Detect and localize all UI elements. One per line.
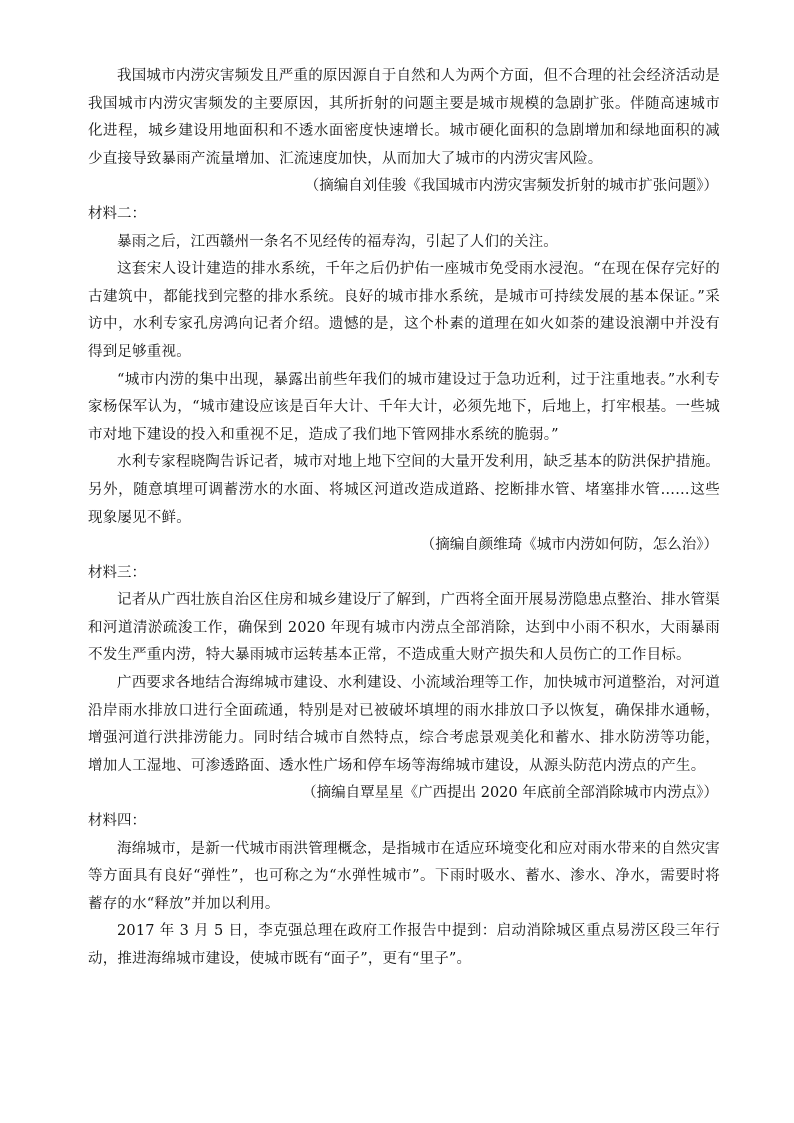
material-3-label: 材料三： xyxy=(88,564,146,581)
material-3-paragraph-1: 记者从广西壮族自治区住房和城乡建设厅了解到，广西将全面开展易涝隐患点整治、排水管渠和河道清淤疏浚工作，确保到 2020 年现有城市内涝点全部消除，达到中小雨不积水，大雨暴雨不发生严重内涝，特大暴雨城市运转基本正常，不造成重大财产损失和人员伤亡的工作目标。 xyxy=(88,592,720,664)
material-4-label: 材料四： xyxy=(88,813,146,830)
material-1-paragraph: 我国城市内涝灾害频发且严重的原因源自于自然和人为两个方面，但不合理的社会经济活动是我国城市内涝灾害频发的主要原因，其所折射的问题主要是城市规模的急剧扩张。伴随高速城市化进程，城乡建设用地面积和不透水面密度快速增长。城市硬化面积的急剧增加和绿地面积的减少直接导致暴雨产流量增加、汇流速度加快，从而加大了城市的内涝灾害风险。 xyxy=(88,68,720,167)
material-1-source: （摘编自刘佳骏《我国城市内涝灾害频发折射的城市扩张问题》） xyxy=(304,178,718,195)
material-3-paragraph-2: 广西要求各地结合海绵城市建设、水利建设、小流域治理等工作，加快城市河道整治，对河道沿岸雨水排放口进行全面疏通，特别是对已被破坏填埋的雨水排放口予以恢复，确保排水通畅，增强河道行洪排涝能力。同时结合城市自然特点，综合考虑景观美化和蓄水、排水防涝等功能，增加人工湿地、可渗透路面、透水性广场和停车场等海绵城市建设，从源头防范内涝点的产生。 xyxy=(88,675,720,774)
material-3-source: （摘编自覃星星《广西提出 2020 年底前全部消除城市内涝点》） xyxy=(302,785,718,802)
material-4-paragraph-1: 海绵城市，是新一代城市雨洪管理概念，是指城市在适应环境变化和应对雨水带来的自然灾害等方面具有良好“弹性”，也可称之为“水弹性城市”。下雨时吸水、蓄水、渗水、净水，需要时将蓄存的水“释放”并加以利用。 xyxy=(88,840,720,912)
material-2-label: 材料二： xyxy=(88,205,146,222)
material-4-paragraph-2: 2017 年 3 月 5 日，李克强总理在政府工作报告中提到：启动消除城区重点易涝区段三年行动，推进海绵城市建设，使城市既有“面子”，更有“里子”。 xyxy=(88,923,720,967)
material-2-paragraph-2: 这套宋人设计建造的排水系统，千年之后仍护佑一座城市免受雨水浸泡。“在现在保存完好的古建筑中，都能找到完整的排水系统。良好的城市排水系统，是城市可持续发展的基本保证。”采访中，水利专家孔房鸿向记者介绍。遗憾的是，这个朴素的道理在如火如荼的建设浪潮中并没有得到足够重视。 xyxy=(88,261,720,360)
material-2-paragraph-4: 水利专家程晓陶告诉记者，城市对地上地下空间的大量开发利用，缺乏基本的防洪保护措施。另外，随意填埋可调蓄涝水的水面、将城区河道改造成道路、挖断排水管、堵塞排水管……这些现象屡见不鲜。 xyxy=(88,454,720,526)
material-2-paragraph-3: “城市内涝的集中出现，暴露出前些年我们的城市建设过于急功近利，过于注重地表。”水利专家杨保军认为，“城市建设应该是百年大计、千年大计，必须先地下，后地上，打牢根基。一些城市对地下建设的投入和重视不足，造成了我们地下管网排水系统的脆弱。” xyxy=(88,371,720,443)
document-body xyxy=(88,63,720,974)
material-2-paragraph-1: 暴雨之后，江西赣州一条名不见经传的福寿沟，引起了人们的关注。 xyxy=(117,233,558,250)
material-2-source: （摘编自颜维琦《城市内涝如何防，怎么治》） xyxy=(420,537,718,554)
